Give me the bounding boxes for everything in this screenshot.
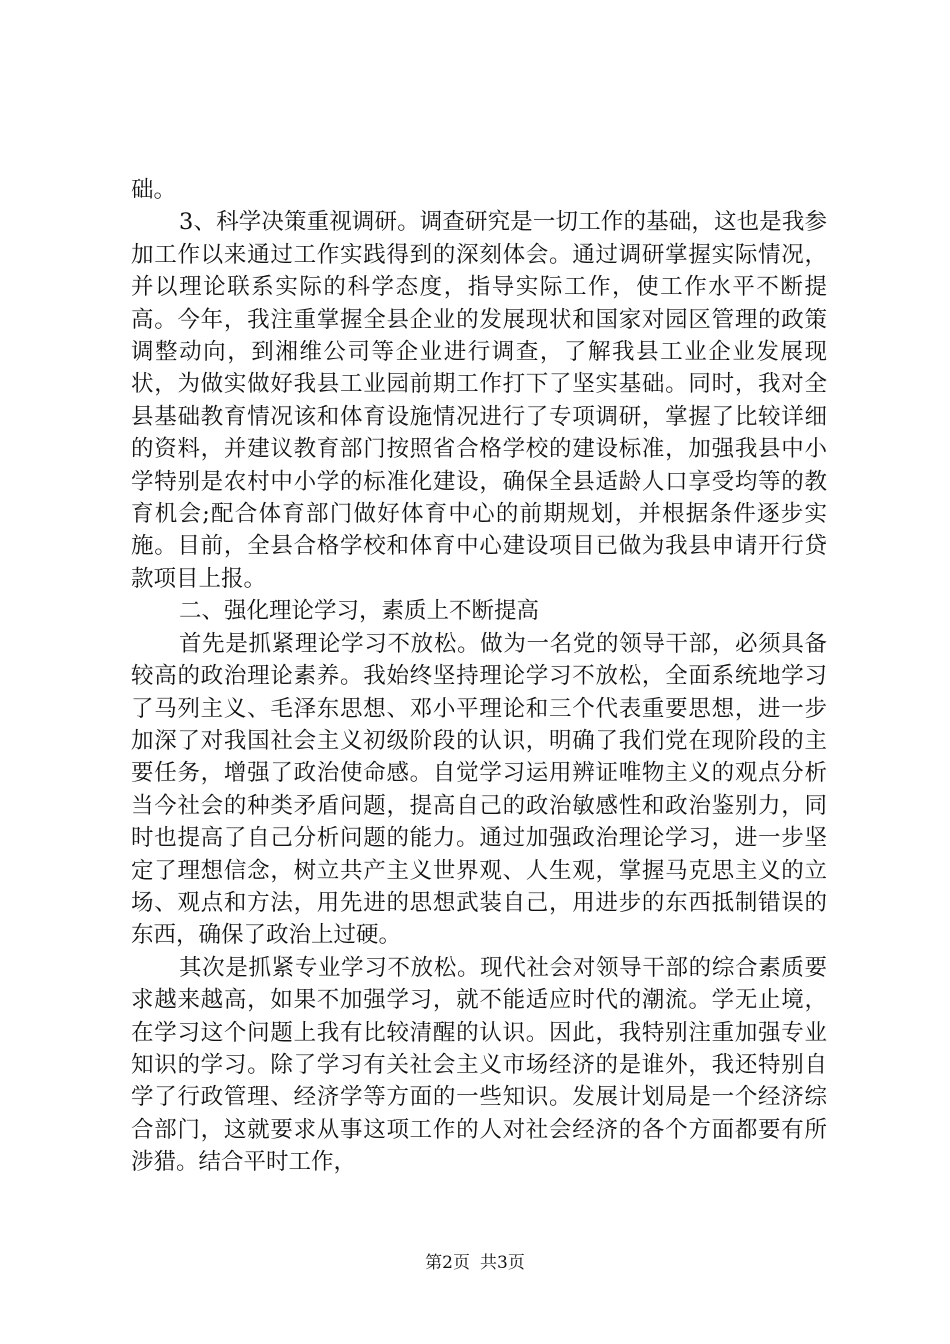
paragraph-research: 3、科学决策重视调研。调查研究是一切工作的基础，这也是我参加工作以来通过工作实践得到的深刻体会。通过调研掌握实际情况，并以理论联系实际的科学态度，指导实际工作，使工作水平不断提高。今年，我注重掌握全县企业的发展现状和国家对园区管理的政策调整动向，到湘维公司等企业进行调查，了解我县工业企业发展现状，为做实做好我县工业园前期工作打下了坚实基础。同时，我对全县基础教育情况该和体育设施情况进行了专项调研，掌握了比较详细的资料，并建议教育部门按照省合格学校的建设标准，加强我县中小学特别是农村中小学的标准化建设，确保全县适龄人口享受均等的教育机会;配合体育部门做好体育中心的前期规划，并根据条件逐步实施。目前，全县合格学校和体育中心建设项目已做为我县申请开行贷款项目上报。 <box>131 209 827 592</box>
document-body <box>131 174 827 1179</box>
page-number-current: 第2页 <box>425 1253 470 1273</box>
paragraph-professional-study: 其次是抓紧专业学习不放松。现代社会对领导干部的综合素质要求越来越高，如果不加强学习，就不能适应时代的潮流。学无止境，在学习这个问题上我有比较清醒的认识。因此，我特别注重加强专业知识的学习。除了学习有关社会主义市场经济的是谁外，我还特别自学了行政管理、经济学等方面的一些知识。发展计划局是一个经济综合部门，这就要求从事这项工作的人对社会经济的各个方面都要有所涉猎。结合平时工作， <box>131 954 827 1176</box>
paragraph-theory-study: 首先是抓紧理论学习不放松。做为一名党的领导干部，必须具备较高的政治理论素养。我始终坚持理论学习不放松，全面系统地学习了马列主义、毛泽东思想、邓小平理论和三个代表重要思想，进一步加深了对我国社会主义初级阶段的认识，明确了我们党在现阶段的主要任务，增强了政治使命感。自觉学习运用辨证唯物主义的观点分析当今社会的种类矛盾问题，提高自己的政治敏感性和政治鉴别力，同时也提高了自己分析问题的能力。通过加强政治理论学习，进一步坚定了理想信念，树立共产主义世界观、人生观，掌握马克思主义的立场、观点和方法，用先进的思想武装自己，用进步的东西抵制错误的东西，确保了政治上过硬。 <box>131 630 827 949</box>
page-footer <box>0 1252 950 1274</box>
section-heading-theory-study: 二、强化理论学习，素质上不断提高 <box>179 598 540 625</box>
paragraph-continuation: 础。 <box>131 177 177 203</box>
page-number-total: 共3页 <box>480 1253 525 1273</box>
